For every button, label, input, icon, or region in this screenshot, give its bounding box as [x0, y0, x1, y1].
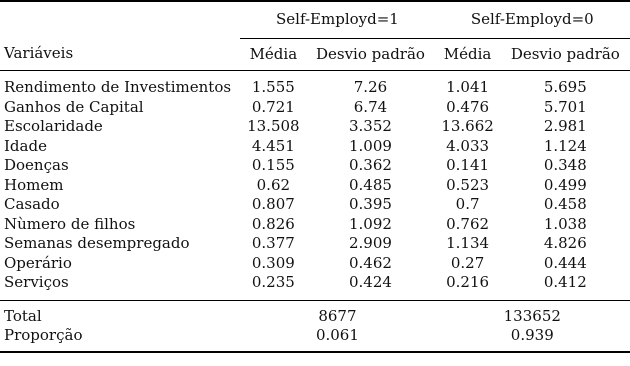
row-label: Homem [4, 175, 64, 194]
column-header-variables: Variáveis [4, 44, 74, 63]
cell-sd-1: 0.462 [348, 253, 392, 272]
cell-mean-1: 0.62 [256, 175, 291, 194]
cell-mean-0: 1.041 [435, 71, 501, 98]
cell-mean-1: 0.721 [251, 97, 295, 116]
table-row [0, 215, 630, 235]
cell-mean-0: 0.141 [446, 156, 490, 174]
cell-sd-1: 0.424 [348, 273, 392, 291]
cell-sd-1: 3.352 [348, 117, 392, 135]
row-label: Casado [4, 195, 60, 213]
cell-sd-0: 0.499 [543, 175, 587, 194]
total-row [0, 300, 630, 326]
cell-sd-1: 6.74 [353, 97, 388, 116]
group-header-self-employed-0: Self-Employd=0 [435, 1, 630, 38]
cell-mean-0: 13.662 [441, 117, 494, 135]
row-label: Nùmero de filhos [4, 214, 136, 233]
row-label: Ganhos de Capital [4, 97, 144, 116]
proportion-row [0, 326, 630, 352]
proportion-label: Proporção [0, 326, 240, 352]
column-header-sd-1: Desvio padrão [315, 44, 425, 63]
cell-mean-0: 0.476 [446, 97, 490, 116]
row-label: Idade [4, 136, 47, 155]
cell-mean-1: 4.451 [251, 136, 295, 155]
row-label: Rendimento de Investimentos [0, 71, 240, 98]
group-header-empty-cell [0, 1, 240, 38]
table-row [0, 234, 630, 254]
cell-mean-1: 1.555 [240, 71, 306, 98]
column-header-row [0, 38, 630, 71]
cell-mean-1: 0.807 [251, 195, 295, 213]
cell-sd-0: 2.981 [543, 117, 587, 135]
row-label: Semanas desempregado [4, 234, 190, 252]
table-row [0, 137, 630, 157]
proportion-self-employed-0: 0.939 [435, 326, 630, 352]
group-header-row [0, 1, 630, 38]
cell-sd-1: 1.092 [348, 214, 392, 233]
cell-mean-1: 0.235 [251, 273, 295, 291]
cell-mean-1: 0.377 [251, 234, 295, 252]
table-row [0, 273, 630, 300]
proportion-self-employed-1: 0.061 [240, 326, 434, 352]
cell-mean-0: 0.216 [446, 273, 490, 291]
cell-mean-0: 0.523 [446, 175, 490, 194]
cell-sd-0: 0.348 [543, 156, 587, 174]
cell-sd-1: 0.395 [348, 195, 392, 213]
cell-mean-0: 0.762 [446, 214, 490, 233]
table-row [0, 71, 630, 98]
cell-mean-1: 0.309 [251, 253, 295, 272]
cell-mean-1: 13.508 [247, 117, 300, 135]
table-row [0, 176, 630, 196]
cell-mean-0: 4.033 [446, 136, 490, 155]
cell-mean-1: 0.155 [251, 156, 295, 174]
column-header-sd-0: Desvio padrão [510, 44, 620, 63]
cell-sd-0: 0.444 [543, 253, 587, 272]
row-label: Operário [4, 253, 72, 272]
row-label: Escolaridade [4, 117, 103, 135]
row-label: Doenças [4, 156, 69, 174]
table-row [0, 156, 630, 176]
cell-sd-1: 0.362 [348, 156, 392, 174]
total-self-employed-1: 8677 [240, 300, 434, 326]
total-self-employed-0: 133652 [435, 300, 630, 326]
column-header-mean-1: Média [249, 44, 298, 63]
row-label: Serviços [4, 273, 69, 291]
table-row [0, 117, 630, 137]
table-row [0, 98, 630, 118]
cell-sd-1: 2.909 [348, 234, 392, 252]
cell-sd-1: 0.485 [348, 175, 392, 194]
cell-sd-0: 0.458 [543, 195, 587, 213]
cell-sd-0: 0.412 [543, 273, 587, 291]
cell-mean-0: 0.27 [450, 253, 485, 272]
cell-sd-1: 1.009 [348, 136, 392, 155]
cell-sd-1: 7.26 [306, 71, 434, 98]
cell-sd-0: 5.695 [501, 71, 630, 98]
cell-mean-0: 1.134 [446, 234, 490, 252]
group-header-self-employed-1: Self-Employd=1 [240, 1, 434, 38]
total-label: Total [0, 300, 240, 326]
cell-mean-0: 0.7 [455, 195, 480, 213]
table-row [0, 195, 630, 215]
column-header-mean-0: Média [443, 44, 492, 63]
cell-sd-0: 1.038 [543, 214, 587, 233]
cell-mean-1: 0.826 [251, 214, 295, 233]
cell-sd-0: 4.826 [543, 234, 587, 252]
cell-sd-0: 5.701 [543, 97, 587, 116]
table-row [0, 254, 630, 274]
cell-sd-0: 1.124 [543, 136, 587, 155]
